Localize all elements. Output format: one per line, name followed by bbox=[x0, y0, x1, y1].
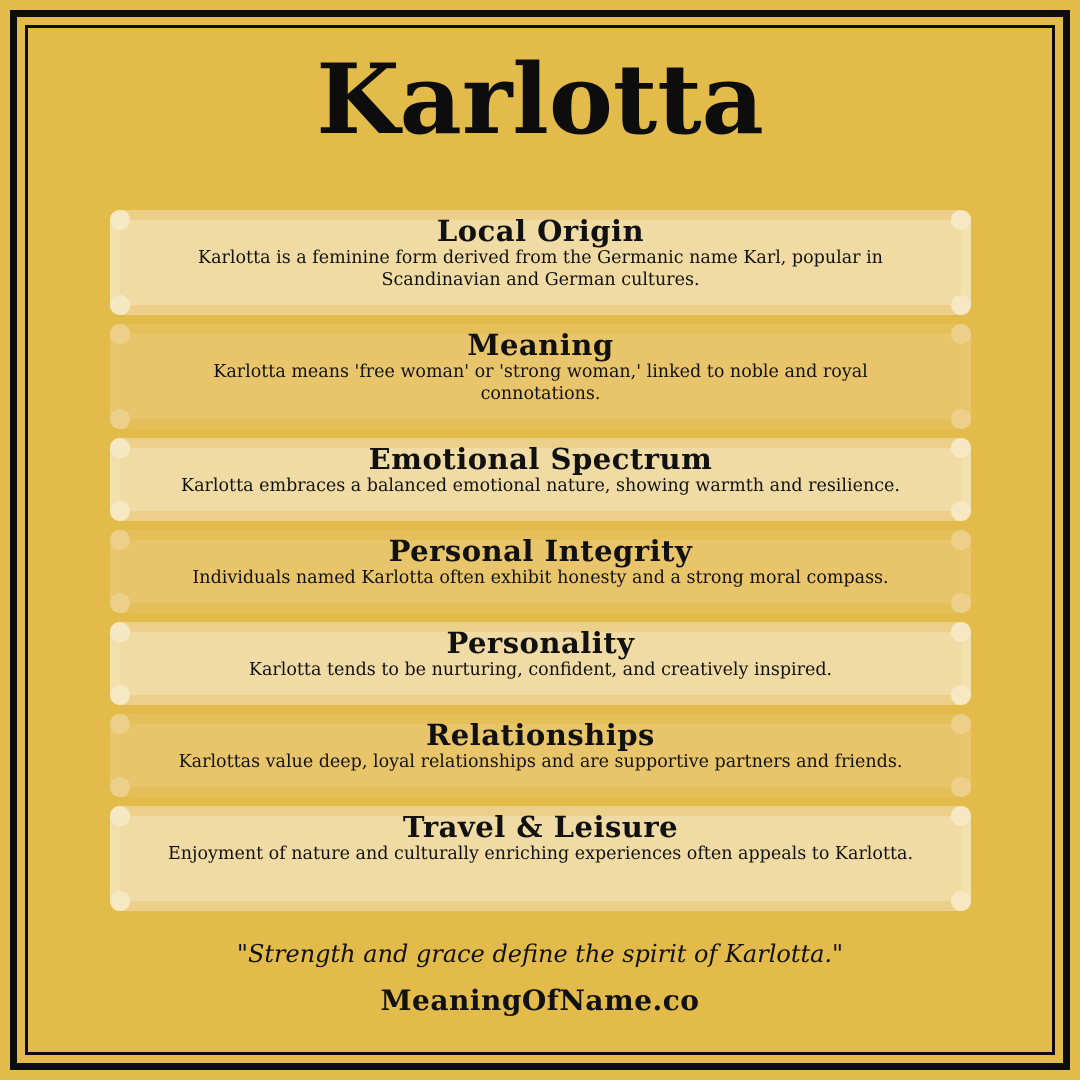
section-heading: Emotional Spectrum bbox=[368, 442, 713, 476]
section-card-meaning bbox=[110, 324, 971, 429]
site-name: MeaningOfName.co bbox=[380, 984, 700, 1017]
section-heading: Local Origin bbox=[436, 214, 645, 248]
section-heading: Personality bbox=[446, 626, 635, 660]
section-card-relationships bbox=[110, 714, 971, 797]
section-card-personality bbox=[110, 622, 971, 705]
section-text: Karlotta embraces a balanced emotional nature, showing warmth and resilience. bbox=[181, 476, 900, 496]
section-text: Karlotta tends to be nurturing, confident, and creatively inspired. bbox=[248, 660, 833, 680]
section-card-personal-integrity bbox=[110, 530, 971, 613]
section-heading: Meaning bbox=[467, 328, 614, 362]
section-heading: Relationships bbox=[426, 718, 655, 752]
section-text: Karlottas value deep, loyal relationships and are supportive partners and friends. bbox=[178, 752, 903, 772]
section-heading: Personal Integrity bbox=[388, 534, 693, 568]
section-text: Karlotta means 'free woman' or 'strong woman,' linked to noble and royal connotations. bbox=[213, 362, 868, 404]
page-title: Karlotta bbox=[316, 43, 764, 156]
quote-text: Strength and grace define the spirit of Karlotta. bbox=[247, 940, 833, 968]
section-text: Enjoyment of nature and culturally enriching experiences often appeals to Karlotta. bbox=[167, 844, 914, 864]
section-text: Karlotta is a feminine form derived from the Germanic name Karl, popular in Scandinavian and German cultures. bbox=[198, 248, 883, 290]
section-text: Individuals named Karlotta often exhibit honesty and a strong moral compass. bbox=[192, 568, 889, 588]
section-card-travel-leisure bbox=[110, 806, 971, 911]
quote: "Strength and grace define the spirit of Karlotta." bbox=[236, 940, 844, 968]
section-card-local-origin bbox=[110, 210, 971, 315]
section-card-emotional-spectrum bbox=[110, 438, 971, 521]
section-heading: Travel & Leisure bbox=[402, 810, 679, 844]
